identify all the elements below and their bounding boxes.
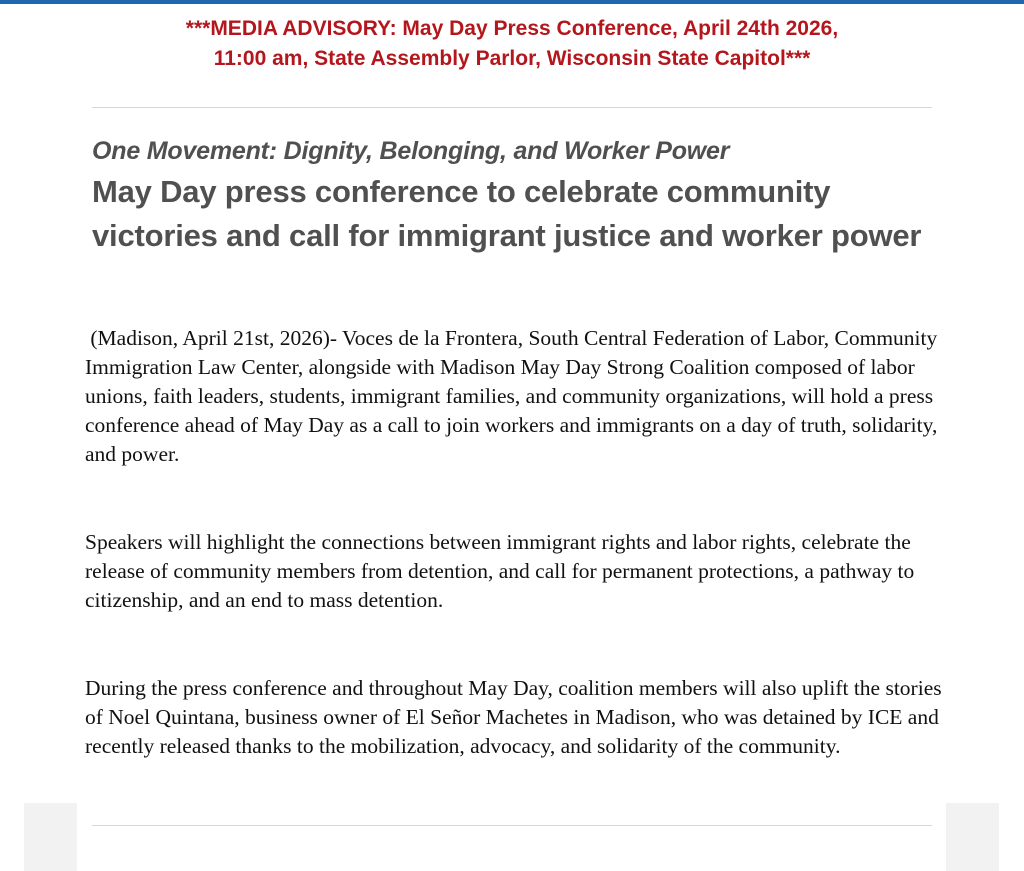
article-subtitle: One Movement: Dignity, Belonging, and Worker Power [92,137,730,165]
bottom-divider [92,825,932,826]
paragraph-noel-quintana: During the press conference and throughout May Day, coalition members will also uplift the stories of Noel Quintana, business owner of El Señor Machetes in Madison, who was detained by ICE and recently released thanks to the mobilization, advocacy, and solidarity of the community. [85,676,942,758]
top-accent-bar [0,0,1024,4]
top-divider [92,107,932,108]
left-side-panel [24,803,77,871]
advisory-line-2: 11:00 am, State Assembly Parlor, Wisconsin State Capitol*** [213,47,811,70]
media-advisory-banner [0,14,1024,74]
right-side-panel [946,803,999,871]
article-headline: May Day press conference to celebrate community victories and call for immigrant justice and worker power [92,174,922,253]
paragraph-intro: (Madison, April 21st, 2026)- Voces de la Frontera, South Central Federation of Labor, Community Immigration Law Center, alongside with Madison May Day Strong Coalition composed of labor unions, faith leaders, students, immigrant families, and community organizations, will hold a press conference ahead of May Day as a call to join workers and immigrants on a day of truth, solidarity, and power. [85,326,938,466]
paragraph-speakers: Speakers will highlight the connections between immigrant rights and labor rights, celebrate the release of community members from detention, and call for permanent protections, a pathway to citizenship, and an end to mass detention. [85,530,915,612]
advisory-line-1: ***MEDIA ADVISORY: May Day Press Conference, April 24th 2026, [185,17,839,40]
